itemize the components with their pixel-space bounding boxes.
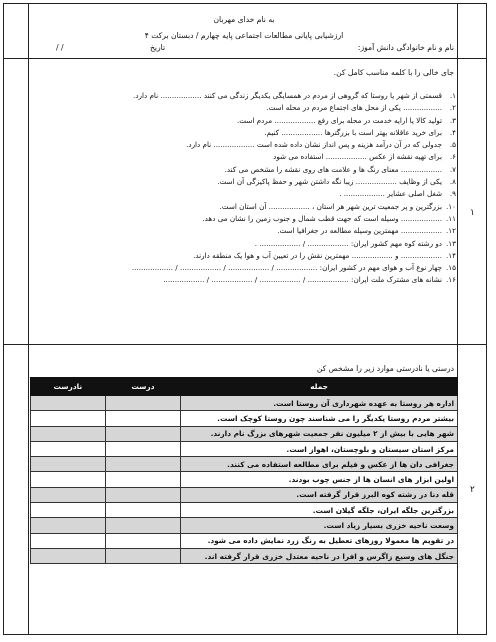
true-answer-cell[interactable] xyxy=(105,518,181,533)
question-item: ۴.برای خرید عاقلانه بهتر است با بزرگترها .................. کنیم. xyxy=(264,127,456,137)
question-item: ۸.یکی از وظایف .................. زیبا نگه داشتن شهر و حفظ پاکیزگی آن است. xyxy=(217,177,456,187)
table-row: وسعت ناحیه خزری بسیار زیاد است. xyxy=(31,518,458,533)
true-answer-cell[interactable] xyxy=(105,548,181,563)
false-answer-cell[interactable] xyxy=(31,457,106,472)
question-item: ۱۰.بزرگترین و پر جمعیت ترین شهر هر استان ، .................. آن استان است. xyxy=(219,201,456,211)
table-row: جغرافی دان ها از عکس و فیلم برای مطالعه استفاده می کنند. xyxy=(31,457,458,472)
true-answer-cell[interactable] xyxy=(105,457,181,472)
header-divider xyxy=(3,58,487,59)
false-answer-cell[interactable] xyxy=(31,441,106,456)
question-item: ۵.جدولی که در آن درآمد هزینه و پس انداز نشان داده شده است .................. نام دارد. xyxy=(186,140,456,150)
fill-in-blank-list xyxy=(36,90,456,287)
false-answer-cell[interactable] xyxy=(31,411,106,426)
question-item: ۳.تولید کالا یا ارایه خدمت در محله برای رفع .................. مردم است. xyxy=(237,115,456,125)
table-row: اولین ابزار های انسان ها از جنس چوب بودند. xyxy=(31,472,458,487)
table-row: بزرگترین جلگه ایران، جلگه گیلان است. xyxy=(31,503,458,518)
table-header xyxy=(31,378,458,396)
section2-number: ۲ xyxy=(470,485,475,495)
false-answer-cell[interactable] xyxy=(31,472,106,487)
section-divider xyxy=(3,344,487,345)
column-header-false: نادرست xyxy=(31,378,106,396)
bismillah-text: به نام خدای مهربان xyxy=(213,15,275,24)
true-answer-cell[interactable] xyxy=(105,487,181,502)
question-item: ۱.قسمتی از شهر یا روستا که گروهی از مردم در همسایگی یکدیگر زندگی می کنند .................. نام دارد. xyxy=(133,91,456,100)
false-answer-cell[interactable] xyxy=(31,396,106,411)
false-answer-cell[interactable] xyxy=(31,533,106,548)
question-item: ۱۲................... مهمترین وسیله مطالعه در جغرافیا است. xyxy=(277,226,456,236)
true-answer-cell[interactable] xyxy=(105,396,181,411)
false-answer-cell[interactable] xyxy=(31,503,106,518)
true-answer-cell[interactable] xyxy=(105,472,181,487)
false-answer-cell[interactable] xyxy=(31,518,106,533)
section1-instruction: جای خالی را با کلمه مناسب کامل کن. xyxy=(333,68,454,77)
false-answer-cell[interactable] xyxy=(31,487,106,502)
false-answer-cell[interactable] xyxy=(31,548,106,563)
true-answer-cell[interactable] xyxy=(105,426,181,441)
table-row: مرکز استان سیستان و بلوچستان، اهواز است. xyxy=(31,441,458,456)
table-row: در تقویم ها معمولا روزهای تعطیل به رنگ زرد نمایش داده می شود. xyxy=(31,533,458,548)
date-slashes: / / xyxy=(56,43,64,52)
question-item: ۶.برای تهیه نقشه از عکس .................. استفاده می شود xyxy=(273,152,456,162)
table-row: شهر هایی با بیش از ۲ میلیون نفر جمعیت شهرهای بزرگ نام دارند. xyxy=(31,426,458,441)
question-item: ۱۶.نشانه های مشترک ملت ایران: .................. / .................. / .................. / .................. xyxy=(163,275,456,285)
question-item: ۱۴................... و .................. مهمترین نقش را در تعیین آب و هوا یک منطقه دارند. xyxy=(193,250,456,260)
table-row: بیشتر مردم روستا یکدیگر را می شناسند چون روستا کوچک است. xyxy=(31,411,458,426)
section1-number: ۱ xyxy=(470,208,475,218)
table-row: اداره هر روستا به عهده شهرداری آن روستا است. xyxy=(31,396,458,411)
table-row: قله دنا در رشته کوه البرز قرار گرفته است. xyxy=(31,487,458,502)
question-item: ۱۳.دو رشته کوه مهم کشور ایران: .................. / .................. . xyxy=(254,238,456,248)
score-column-divider xyxy=(28,3,29,635)
true-answer-cell[interactable] xyxy=(105,441,181,456)
question-item: ۱۱................... وسیله است که جهت قطب شمال و جنوب زمین را نشان می دهد. xyxy=(202,213,456,223)
date-label: تاریخ xyxy=(150,43,166,52)
question-item: ۲.................. یکی از محل های اجتماع مردم در محله است. xyxy=(266,103,456,113)
section2-instruction: درستی یا نادرستی موارد زیر را مشخص کن xyxy=(316,364,454,373)
true-answer-cell[interactable] xyxy=(105,503,181,518)
column-header-true: درست xyxy=(105,378,181,396)
question-item: ۷................... معنای رنگ ها و علامت های روی نقشه را مشخص می کند. xyxy=(224,164,456,174)
true-answer-cell[interactable] xyxy=(105,533,181,548)
question-item: ۱۵.چهار نوع آب و هوای مهم در کشور ایران: .................. / .................. / .................. / .................. xyxy=(131,263,456,273)
question-item: ۹.شغل اصلی عشایر .................. . xyxy=(339,189,456,199)
false-answer-cell[interactable] xyxy=(31,426,106,441)
student-name-label: نام و نام خانوادگی دانش آموز: xyxy=(357,43,454,52)
exam-title: ارزشیابی پایانی مطالعات اجتماعی پایه چهارم / دبستان برکت ۴ xyxy=(144,31,344,40)
table-row: جنگل های وسیع زاگرس و افرا در ناحیه معتدل خزری قرار گرفته اند. xyxy=(31,548,458,563)
true-false-table xyxy=(30,377,458,564)
column-header-sentence: جمله xyxy=(181,378,458,396)
true-answer-cell[interactable] xyxy=(105,411,181,426)
